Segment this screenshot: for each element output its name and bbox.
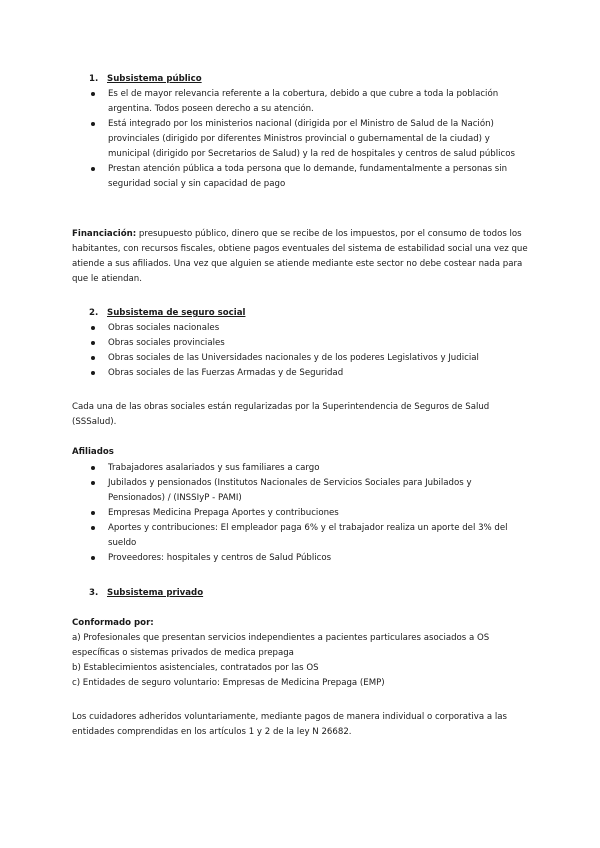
section-1-title: Subsistema público — [107, 74, 202, 84]
section-3-title: Subsistema privado — [107, 588, 204, 598]
list-item: Trabajadores asalariados y sus familiares a cargo — [89, 461, 529, 476]
list-item: Obras sociales de las Universidades nacionales y de los poderes Legislativos y Judicial — [89, 351, 529, 366]
section-3-heading — [89, 586, 203, 601]
list-item: b) Establecimientos asistenciales, contratados por las OS — [72, 663, 319, 673]
conformado-label: Conformado por: — [72, 618, 154, 628]
afiliados-list — [89, 461, 529, 566]
list-item: Es el de mayor relevancia referente a la cobertura, debido a que cubre a toda la población argentina. Todos poseen derecho a su atención. — [89, 87, 529, 117]
list-item: Obras sociales nacionales — [89, 321, 529, 336]
list-item: Está integrado por los ministerios nacional (dirigida por el Ministro de Salud de la Nación) provinciales (dirigido por diferentes Ministros provincial o gubernamental de la ciudad) y municipal (dirigido por Secretarios de Salud) y la red de hospitales y centros de salud públicos — [89, 117, 529, 162]
cuidadores-paragraph: Los cuidadores adheridos voluntariamente, mediante pagos de manera individual o corporativa a las entidades comprendidas en los artículos 1 y 2 de la ley N 26682. — [72, 712, 507, 737]
list-item: Aportes y contribuciones: El empleador paga 6% y el trabajador realiza un aporte del 3% del sueldo — [89, 521, 529, 551]
regulacion-paragraph: Cada una de las obras sociales están regularizadas por la Superintendencia de Seguros de Salud (SSSalud). — [72, 402, 490, 427]
section-2-list — [89, 321, 529, 381]
afiliados-label: Afiliados — [72, 447, 114, 457]
section-1-number: 1. — [89, 74, 99, 84]
section-1-heading — [89, 72, 202, 87]
conformado-list — [72, 631, 522, 691]
section-2-title: Subsistema de seguro social — [107, 308, 246, 318]
section-2-heading — [89, 306, 245, 321]
section-2-number: 2. — [89, 308, 99, 318]
list-item: c) Entidades de seguro voluntario: Empresas de Medicina Prepaga (EMP) — [72, 678, 385, 688]
section-3-number: 3. — [89, 588, 99, 598]
financiacion-paragraph — [72, 227, 532, 287]
section-1-list — [89, 87, 529, 192]
list-item: Proveedores: hospitales y centros de Salud Públicos — [89, 551, 529, 566]
list-item: Jubilados y pensionados (Institutos Nacionales de Servicios Sociales para Jubilados y Pensionados) / (INSSIyP - PAMI) — [89, 476, 529, 506]
list-item: a) Profesionales que presentan servicios independientes a pacientes particulares asociados a OS específicas o sistemas privados de medica prepaga — [72, 633, 490, 658]
financiacion-text: presupuesto público, dinero que se recibe de los impuestos, por el consumo de todos los habitantes, con recursos fiscales, obtiene pagos eventuales del sistema de estabilidad social una vez que atiende a sus afiliados. Una vez que alguien se atiende mediante este sector no debe costear nada para que le atiendan. — [72, 229, 528, 284]
list-item: Empresas Medicina Prepaga Aportes y contribuciones — [89, 506, 529, 521]
list-item: Obras sociales provinciales — [89, 336, 529, 351]
list-item: Prestan atención pública a toda persona que lo demande, fundamentalmente a personas sin seguridad social y sin capacidad de pago — [89, 162, 529, 192]
list-item: Obras sociales de las Fuerzas Armadas y de Seguridad — [89, 366, 529, 381]
financiacion-label: Financiación: — [72, 229, 137, 239]
